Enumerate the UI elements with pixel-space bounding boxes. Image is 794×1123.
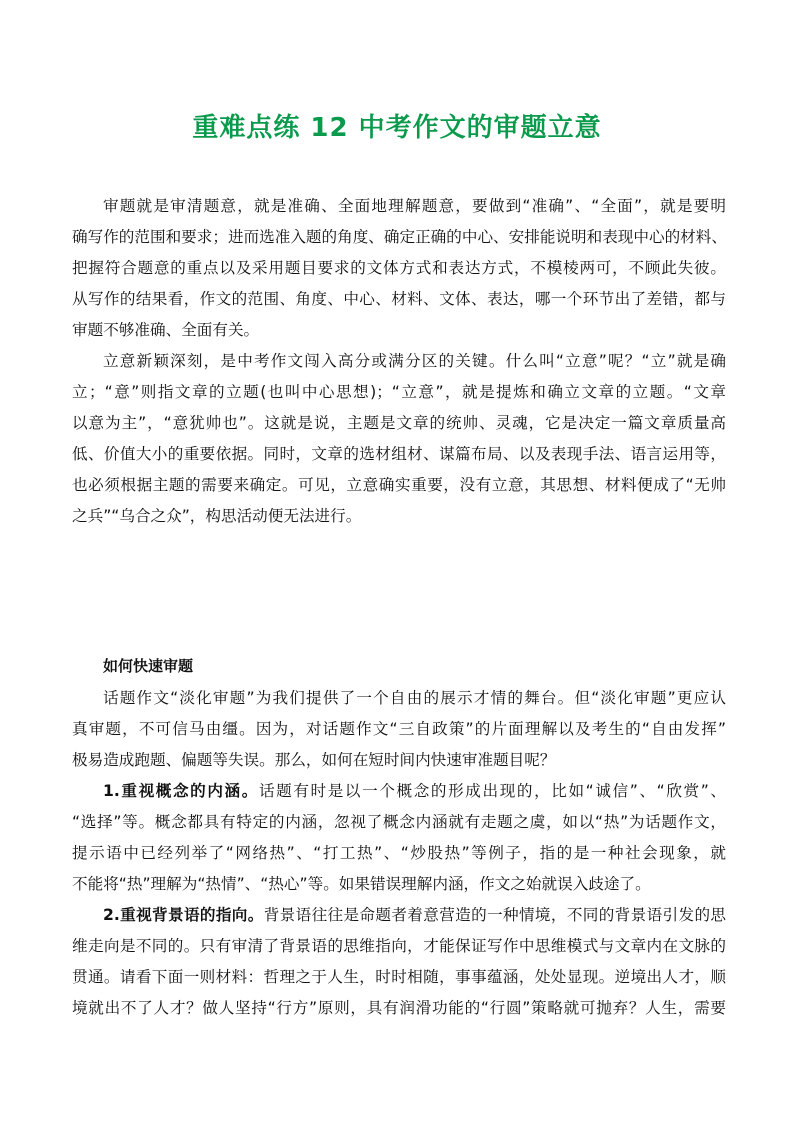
text-line: 境就出不了人才？做人坚持“行方”原则，具有润滑功能的“行圆”策略就可抛弃？人生，需要 (72, 999, 726, 1017)
text-line (72, 900, 726, 931)
text-line: 真审题，不可信马由缰。因为，对话题作文“三自政策”的片面理解以及考生的“自由发挥” (72, 720, 726, 738)
text-line: 提示语中已经列举了“网络热”、“打工热”、“炒股热”等例子，指的是一种社会现象，就 (72, 844, 726, 862)
text-line: 立意新颖深刻，是中考作文闯入高分或满分区的关键。什么叫“立意”呢？“立”就是确 (103, 352, 726, 370)
point-1-paragraph (72, 776, 726, 900)
text-line: 话题作文“淡化审题”为我们提供了一个自由的展示才情的舞台。但“淡化审题”更应认 (103, 689, 726, 707)
text-line: 从写作的结果看，作文的范围、角度、中心、材料、文体、表达，哪一个环节出了差错，都与 (72, 290, 726, 308)
point-1-first-line: 话题有时是以一个概念的形成出现的，比如“诚信”、“欣赏”、 (258, 782, 726, 800)
text-line: 极易造成跑题、偏题等失误。那么，如何在短时间内快速审准题目呢？ (72, 751, 556, 769)
page-title: 重难点练 12 中考作文的审题立意 (192, 113, 602, 143)
text-line: 贯通。请看下面一则材料：哲理之于人生，时时相随，事事蕴涵，处处显现。逆境出人才，顺 (72, 968, 726, 986)
text-line: 也必须根据主题的需要来确定。可见，立意确实重要，没有立意，其思想、材料便成了“无帅 (72, 476, 726, 494)
text-line: 以意为主”，“意犹帅也”。这就是说，主题是文章的统帅、灵魂，它是决定一篇文章质量高 (72, 414, 726, 432)
section-paragraph-1 (72, 683, 726, 776)
text-line: “选择”等。概念都具有特定的内涵，忽视了概念内涵就有走题之虞，如以“热”为话题作文， (72, 813, 726, 831)
section-heading: 如何快速审题 (103, 657, 194, 675)
point-2-first-line: 背景语往往是命题者着意营造的一种情境，不同的背景语引发的思 (263, 906, 726, 924)
text-line: 确写作的范围和要求；进而选准入题的角度、确定正确的中心、安排能说明和表现中心的材料、 (72, 228, 727, 246)
intro-paragraph-1 (72, 191, 726, 346)
point-1-label: 1.重视概念的内涵。 (103, 782, 259, 800)
text-line: 低、价值大小的重要依据。同时，文章的选材组材、谋篇布局、以及表现手法、语言运用等， (72, 445, 726, 463)
intro-paragraph-2 (72, 346, 726, 532)
text-line: 立；“意”则指文章的立题(也叫中心思想)；“立意”，就是提炼和确立文章的立题。“文章 (72, 383, 726, 401)
point-2-label: 2.重视背景语的指向。 (103, 906, 264, 924)
text-line: 不能将“热”理解为“热情”、“热心”等。如果错误理解内涵，作文之始就误入歧途了。 (72, 875, 651, 893)
text-line: 把握符合题意的重点以及采用题目要求的文体方式和表达方式，不模棱两可，不顾此失彼。 (72, 259, 726, 277)
text-line: 审题不够准确、全面有关。 (72, 321, 260, 339)
text-line: 审题就是审清题意，就是准确、全面地理解题意，要做到“准确”、“全面”，就是要明 (103, 197, 726, 215)
text-line: 之兵”“乌合之众”，构思活动便无法进行。 (72, 507, 362, 525)
point-2-paragraph (72, 900, 726, 1024)
text-line (72, 776, 726, 807)
text-line: 维走向是不同的。只有审清了背景语的思维指向，才能保证写作中思维模式与文章内在文脉的 (72, 937, 726, 955)
